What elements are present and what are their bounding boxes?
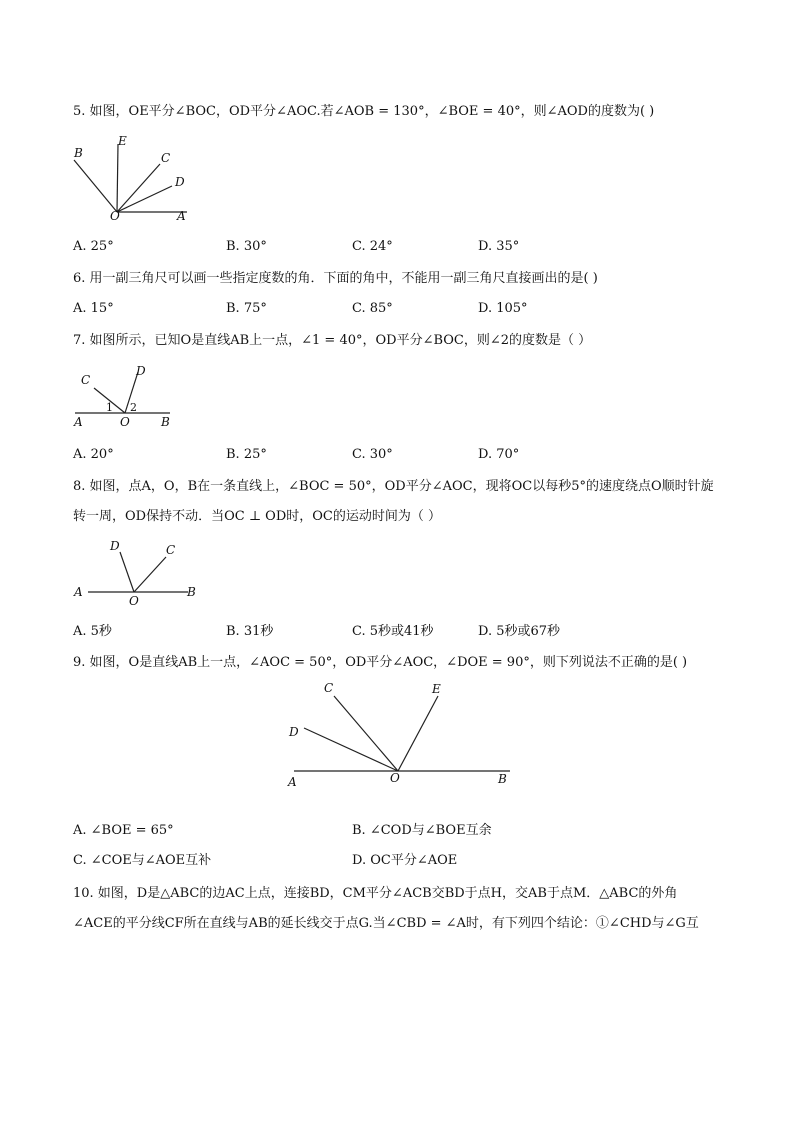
q8-label-A: A bbox=[74, 585, 83, 599]
q8-label-O: O bbox=[129, 594, 139, 608]
q7-label-angle-2: 2 bbox=[130, 401, 137, 414]
q9-option-d[interactable]: D. OC平分∠AOE bbox=[352, 853, 458, 868]
q5-label-D: D bbox=[175, 175, 185, 189]
question-9-figure bbox=[282, 676, 522, 794]
q9-option-c[interactable]: C. ∠COE与∠AOE互补 bbox=[73, 853, 212, 868]
q7-option-d[interactable]: D. 70° bbox=[478, 447, 520, 462]
q8-option-c[interactable]: C. 5秒或41秒 bbox=[352, 624, 434, 639]
q5-label-A: A bbox=[177, 209, 186, 223]
question-7-figure bbox=[70, 362, 180, 432]
q7-option-a[interactable]: A. 20° bbox=[73, 447, 114, 462]
question-8-stem-line-1: 8. 如图，点A，O，B在一条直线上，∠BOC = 50°，OD平分∠AOC，现将OC以每秒5°的速度绕点O顺时针旋 bbox=[73, 479, 714, 494]
q5-option-d[interactable]: D. 35° bbox=[478, 239, 520, 254]
q6-option-d[interactable]: D. 105° bbox=[478, 301, 528, 316]
q9-label-O: O bbox=[390, 771, 400, 785]
q9-label-E: E bbox=[432, 682, 441, 696]
q9-label-D: D bbox=[289, 725, 299, 739]
q9-label-B: B bbox=[498, 772, 507, 786]
q8-option-a[interactable]: A. 5秒 bbox=[73, 624, 112, 639]
q5-label-B: B bbox=[74, 146, 83, 160]
q7-label-D: D bbox=[136, 364, 146, 378]
q7-label-O: O bbox=[120, 415, 130, 429]
question-9-stem: 9. 如图，O是直线AB上一点，∠AOC = 50°，OD平分∠AOC，∠DOE = 90°，则下列说法不正确的是( ) bbox=[73, 655, 688, 670]
q9-label-A: A bbox=[288, 775, 297, 789]
q5-label-E: E bbox=[118, 134, 127, 148]
q8-label-B: B bbox=[187, 585, 196, 599]
q5-option-c[interactable]: C. 24° bbox=[352, 239, 393, 254]
q6-option-b[interactable]: B. 75° bbox=[226, 301, 267, 316]
question-8-stem-line-2: 转一周，OD保持不动．当OC ⊥ OD时，OC的运动时间为（ ） bbox=[73, 509, 441, 524]
q9-option-a[interactable]: A. ∠BOE = 65° bbox=[73, 823, 174, 838]
q7-label-A: A bbox=[74, 415, 83, 429]
q5-label-O: O bbox=[110, 209, 120, 223]
q6-option-a[interactable]: A. 15° bbox=[73, 301, 114, 316]
q7-label-C: C bbox=[81, 373, 91, 387]
q7-label-angle-1: 1 bbox=[106, 401, 113, 414]
q5-label-C: C bbox=[161, 151, 171, 165]
question-8-figure bbox=[70, 537, 200, 612]
q8-label-D: D bbox=[110, 539, 120, 553]
question-10-stem-line-1: 10. 如图，D是△ABC的边AC上点，连接BD，CM平分∠ACB交BD于点H，交AB于点M．△ABC的外角 bbox=[73, 886, 678, 901]
q5-option-b[interactable]: B. 30° bbox=[226, 239, 267, 254]
q9-label-C: C bbox=[324, 681, 334, 695]
question-6-stem: 6. 用一副三角尺可以画一些指定度数的角．下面的角中，不能用一副三角尺直接画出的是( ) bbox=[73, 271, 598, 286]
q8-label-C: C bbox=[166, 543, 176, 557]
q9-option-b[interactable]: B. ∠COD与∠BOE互余 bbox=[352, 823, 492, 838]
q7-option-c[interactable]: C. 30° bbox=[352, 447, 393, 462]
question-7-stem: 7. 如图所示，已知O是直线AB上一点，∠1 = 40°，OD平分∠BOC，则∠2的度数是（ ） bbox=[73, 333, 592, 348]
q5-option-a[interactable]: A. 25° bbox=[73, 239, 114, 254]
q8-option-d[interactable]: D. 5秒或67秒 bbox=[478, 624, 561, 639]
q7-label-B: B bbox=[161, 415, 170, 429]
question-5-stem: 5. 如图，OE平分∠BOC，OD平分∠AOC.若∠AOB = 130°，∠BOE = 40°，则∠AOD的度数为( ) bbox=[73, 104, 655, 119]
q8-option-b[interactable]: B. 31秒 bbox=[226, 624, 274, 639]
q6-option-c[interactable]: C. 85° bbox=[352, 301, 393, 316]
question-10-stem-line-2: ∠ACE的平分线CF所在直线与AB的延长线交于点G.当∠CBD = ∠A时，有下列四个结论：①∠CHD与∠G互 bbox=[73, 916, 699, 931]
question-5-figure bbox=[70, 132, 200, 227]
q7-option-b[interactable]: B. 25° bbox=[226, 447, 267, 462]
